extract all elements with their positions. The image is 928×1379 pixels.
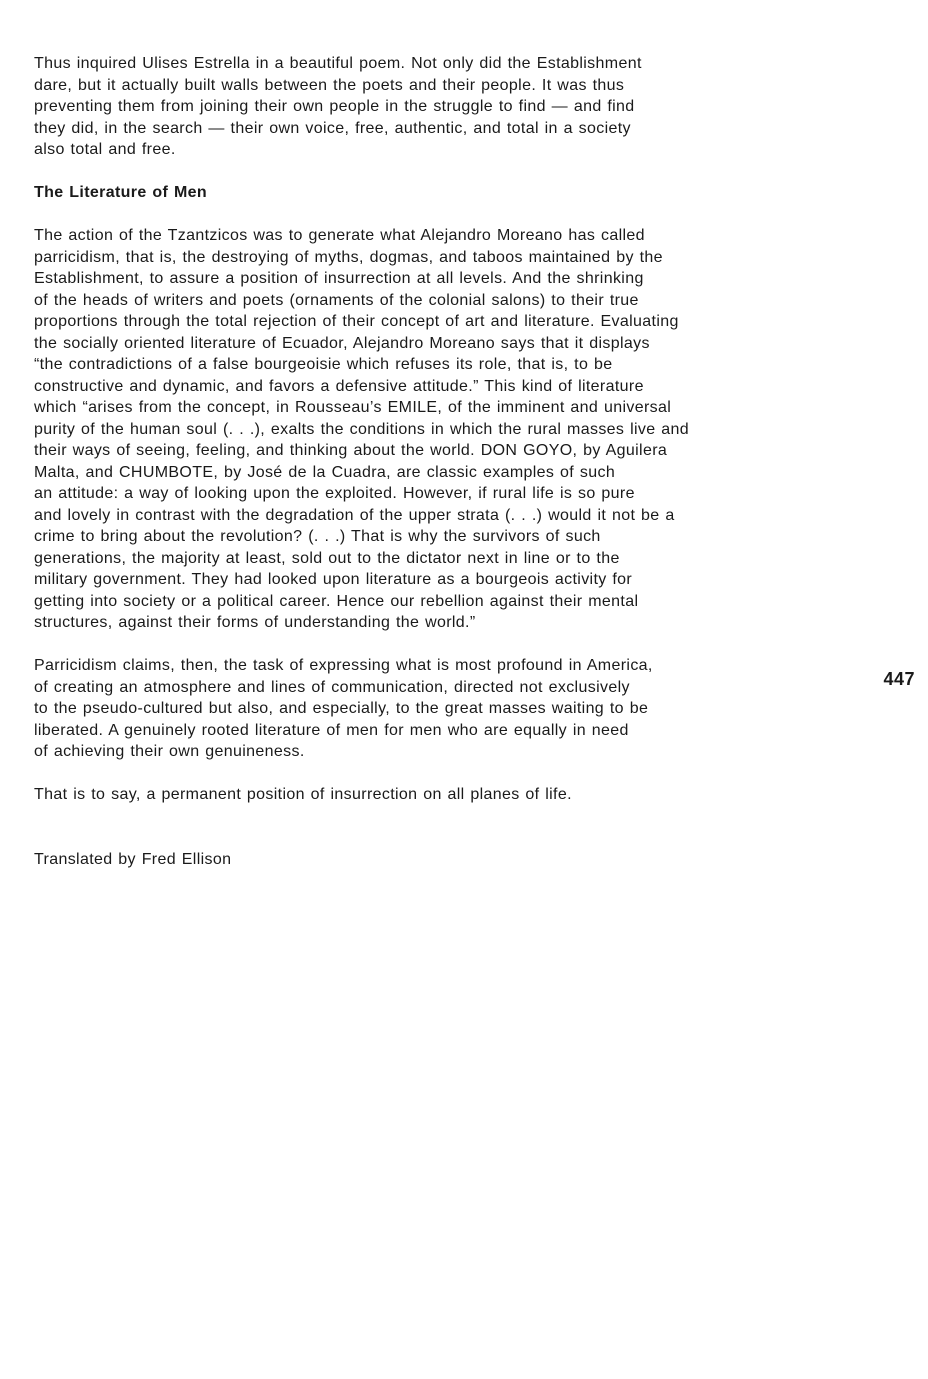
text-line: they did, in the search — their own voice, free, authentic, and total in a society bbox=[34, 119, 631, 137]
text-line: Translated by Fred Ellison bbox=[34, 850, 232, 868]
translator-credit bbox=[34, 849, 794, 871]
text-column bbox=[34, 53, 794, 892]
text-line: of achieving their own genuineness. bbox=[34, 743, 305, 760]
text-line: also total and free. bbox=[34, 141, 176, 158]
text-line: of creating an atmosphere and lines of communication, directed not exclusively bbox=[34, 678, 630, 696]
text-line: structures, against their forms of understanding the world.” bbox=[34, 614, 476, 631]
text-line: dare, but it actually built walls between the poets and their people. It was thus bbox=[34, 76, 625, 94]
text-line: parricidism, that is, the destroying of myths, dogmas, and taboos maintained by the bbox=[34, 248, 663, 266]
text-line: proportions through the total rejection of their concept of art and literature. Evaluating bbox=[34, 313, 679, 330]
text-line: to the pseudo-cultured but also, and especially, to the great masses waiting to be bbox=[34, 700, 649, 717]
section-heading: The Literature of Men bbox=[34, 184, 208, 201]
page-number: 447 bbox=[883, 669, 915, 689]
text-line: the socially oriented literature of Ecuador, Alejandro Moreano says that it displays bbox=[34, 334, 650, 352]
text-line: preventing them from joining their own people in the struggle to find — and find bbox=[34, 98, 635, 115]
text-line: of the heads of writers and poets (ornaments of the colonial salons) to their true bbox=[34, 291, 639, 309]
text-line: constructive and dynamic, and favors a defensive attitude.” This kind of literature bbox=[34, 377, 644, 395]
body-paragraph-2 bbox=[34, 655, 794, 763]
text-line: That is to say, a permanent position of insurrection on all planes of life. bbox=[34, 786, 572, 803]
text-line: and lovely in contrast with the degradation of the upper strata (. . .) would it not be a bbox=[34, 506, 675, 524]
text-line: Parricidism claims, then, the task of expressing what is most profound in America, bbox=[34, 657, 653, 674]
text-line: liberated. A genuinely rooted literature of men for men who are equally in need bbox=[34, 721, 629, 739]
text-line: an attitude: a way of looking upon the exploited. However, if rural life is so pure bbox=[34, 485, 635, 502]
intro-paragraph bbox=[34, 53, 794, 161]
closing-line bbox=[34, 784, 794, 806]
text-line: The action of the Tzantzicos was to generate what Alejandro Moreano has called bbox=[34, 227, 645, 244]
text-line: which “arises from the concept, in Rousseau’s EMILE, of the imminent and universal bbox=[34, 399, 672, 416]
text-line: their ways of seeing, feeling, and thinking about the world. DON GOYO, by Aguilera bbox=[34, 442, 668, 459]
body-paragraph-1 bbox=[34, 225, 794, 634]
text-line: military government. They had looked upon literature as a bourgeois activity for bbox=[34, 571, 633, 588]
text-line: getting into society or a political career. Hence our rebellion against their mental bbox=[34, 592, 639, 610]
text-line: “the contradictions of a false bourgeoisie which refuses its role, that is, to be bbox=[34, 356, 613, 373]
text-line: Establishment, to assure a position of insurrection at all levels. And the shrinking bbox=[34, 270, 644, 287]
text-line: Malta, and CHUMBOTE, by José de la Cuadra, are classic examples of such bbox=[34, 463, 616, 481]
text-line: Thus inquired Ulises Estrella in a beautiful poem. Not only did the Establishment bbox=[34, 55, 642, 72]
text-line: generations, the majority at least, sold out to the dictator next in line or to the bbox=[34, 549, 620, 567]
text-line: purity of the human soul (. . .), exalts the conditions in which the rural masses live and bbox=[34, 420, 690, 438]
text-line: crime to bring about the revolution? (. . .) That is why the survivors of such bbox=[34, 528, 601, 545]
